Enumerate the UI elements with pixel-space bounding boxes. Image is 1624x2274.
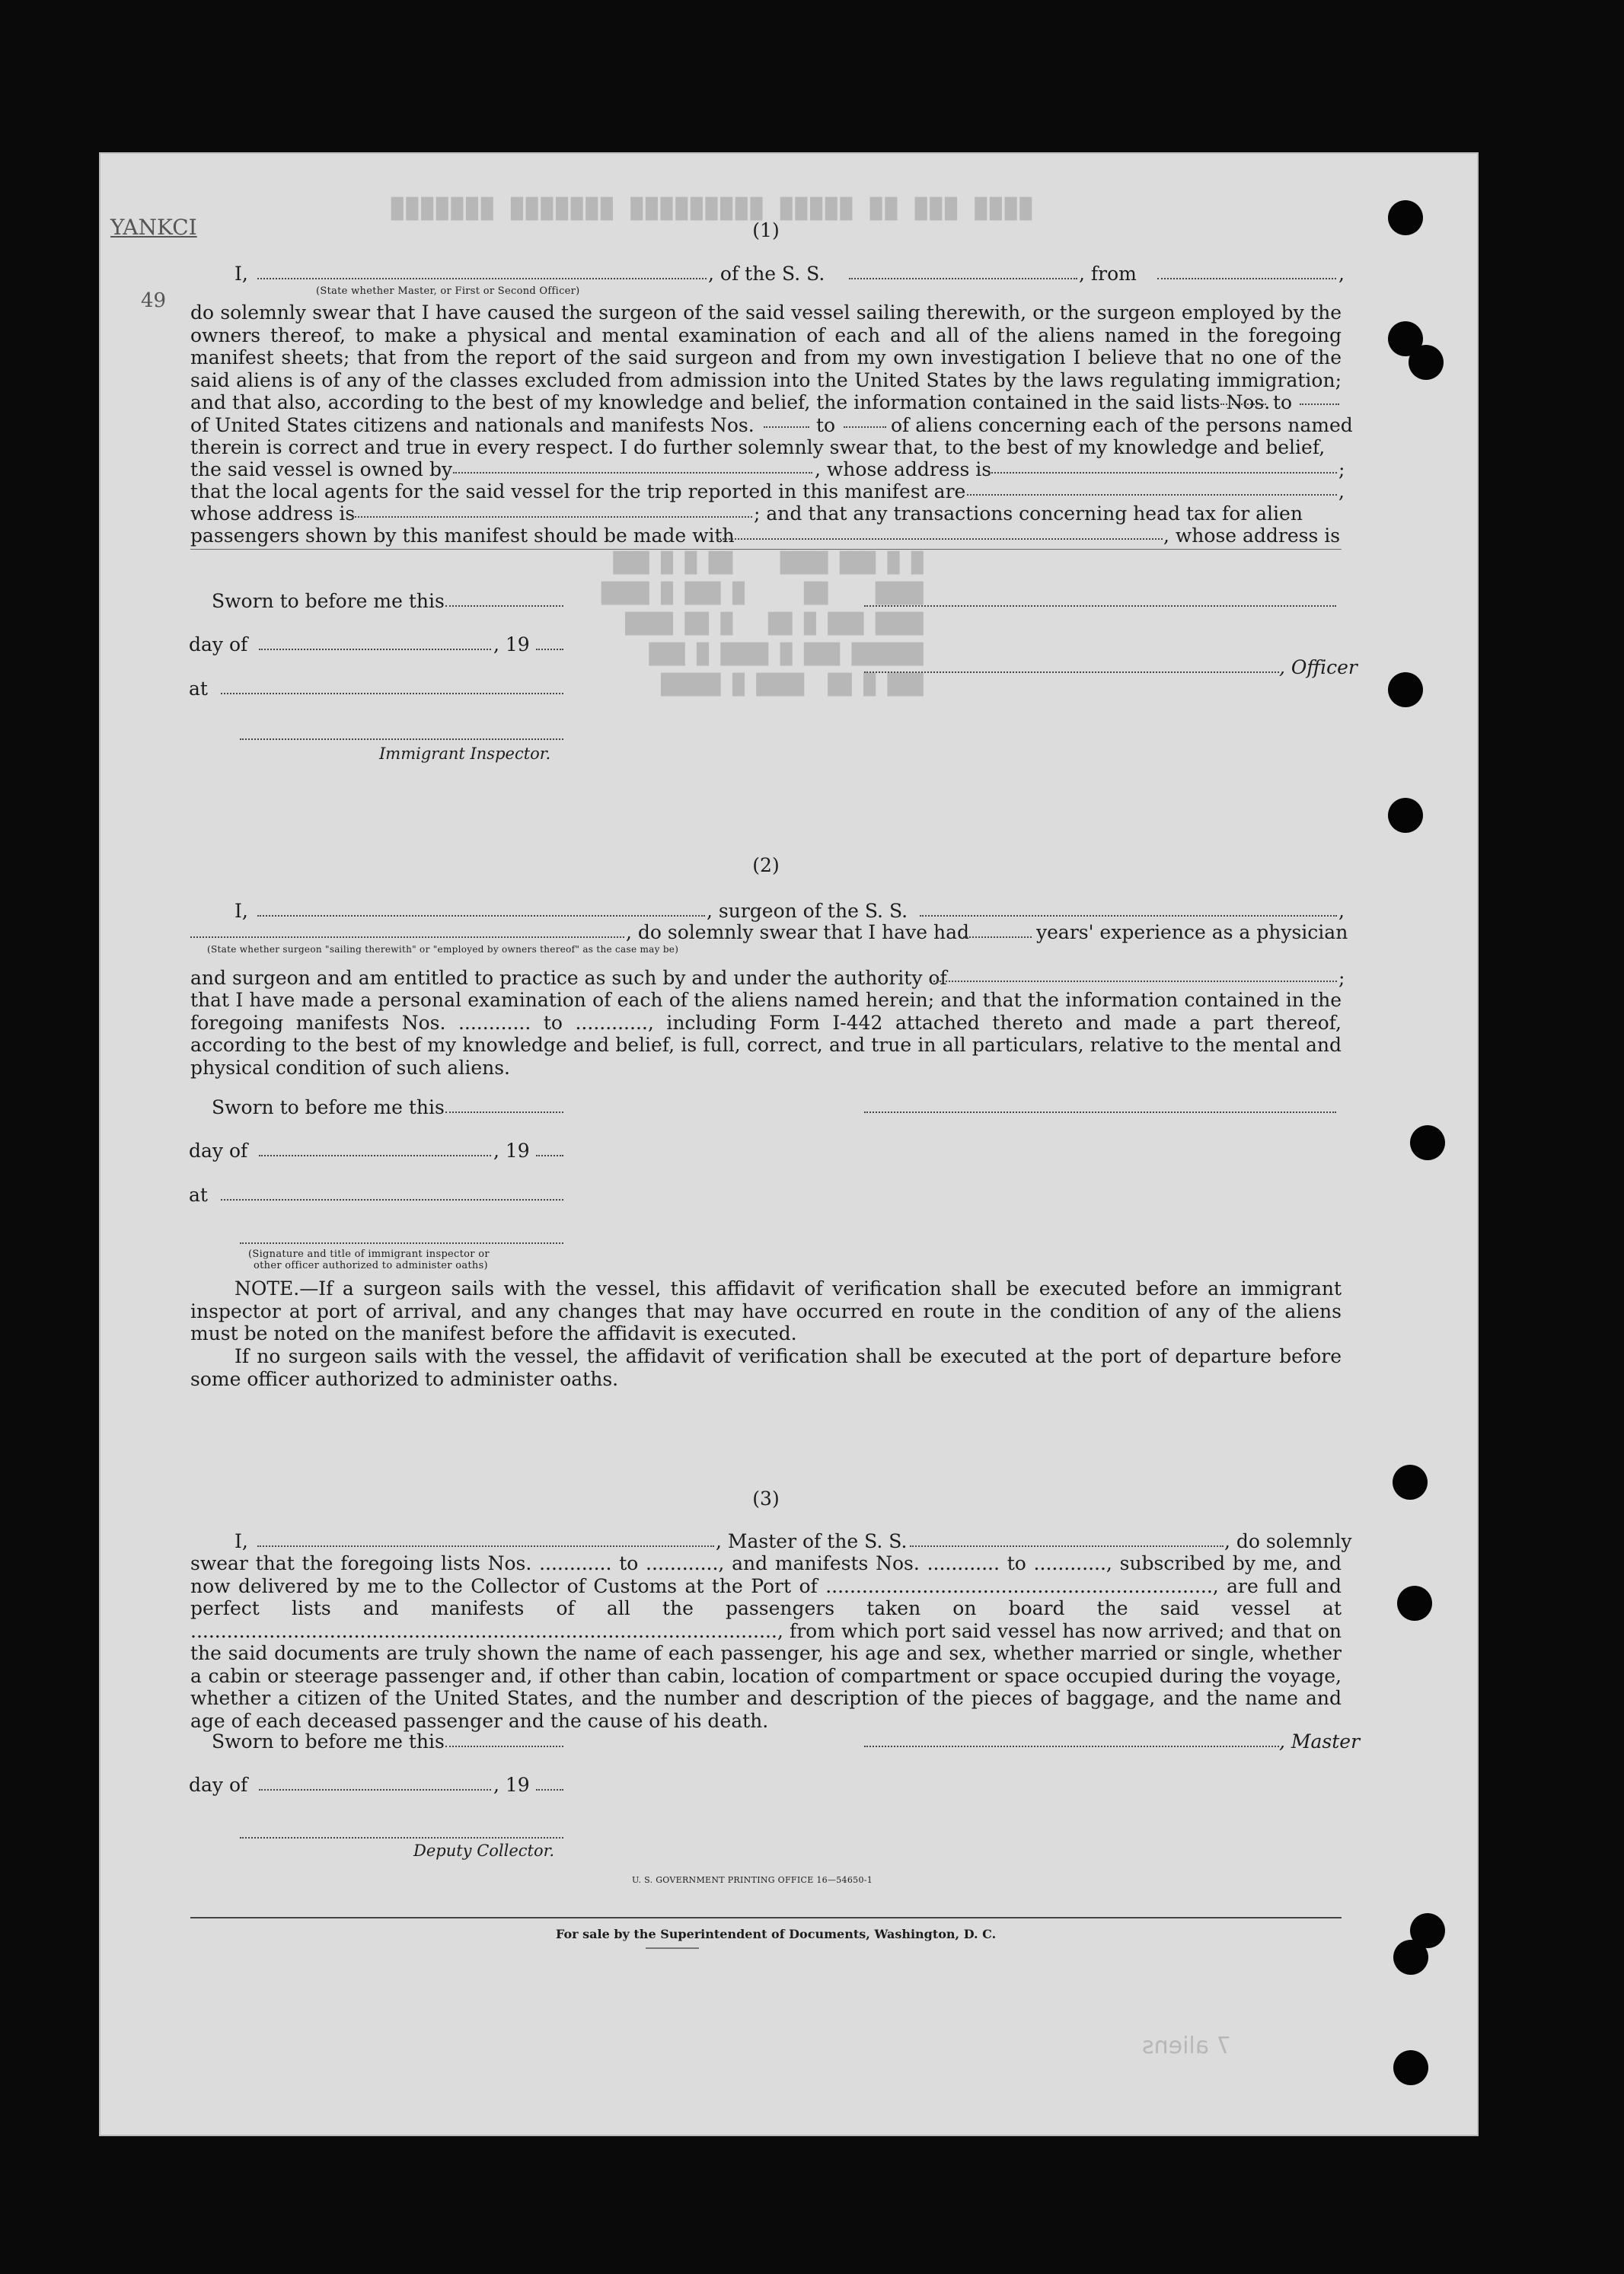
master-signature-field: [864, 1746, 1279, 1747]
collector-signature-field: [240, 1837, 563, 1839]
semicolon: ;: [1338, 967, 1345, 989]
section2-i: I,: [235, 900, 248, 922]
section1-year: , 19: [493, 633, 530, 655]
comma: ,: [1338, 900, 1345, 922]
divider: [190, 549, 1342, 550]
punch-hole: [1393, 1940, 1428, 1975]
place-field: [221, 693, 563, 694]
section2-years: years' experience as a physician: [1036, 921, 1348, 943]
day-month-field: [259, 649, 491, 650]
master-vessel-field: [910, 1545, 1224, 1547]
surgeon-status-field: [190, 936, 624, 938]
owner-address-field: [988, 472, 1337, 474]
footer-sale: For sale by the Superintendent of Documents, Washington, D. C.: [556, 1927, 997, 1941]
surgeon-name-field: [257, 915, 705, 917]
section2-note: (State whether surgeon "sailing therewith" or "employed by owners thereof" as the case may be): [207, 944, 679, 955]
section1-owned: the said vessel is owned by: [190, 458, 453, 480]
section3-tail: , do solemnly: [1224, 1530, 1352, 1552]
master-name-field: [257, 1545, 714, 1547]
sworn-date-field: [445, 1111, 563, 1113]
punch-hole: [1410, 1125, 1445, 1160]
punch-hole: [1393, 1465, 1428, 1500]
surgeon-vessel-field: [920, 915, 1337, 917]
place-field: [221, 1199, 563, 1201]
note-paragraph-2: If no surgeon sails with the vessel, the affidavit of verification shall be executed at the port of departure before some officer authorized to administer oaths.: [190, 1345, 1342, 1390]
section1-citizens-end: of aliens concerning each of the persons named: [891, 414, 1353, 436]
punch-hole: [1388, 200, 1423, 235]
bleed-through-texture: █ █ ███ ████ ██ █ █ ███ ████ ██ █ ███ █ ████ ████ ███ █ ██ █ ██ ████ ██████ ███ █ ████ █ ███ ███ █ ██ ████ █ █████: [601, 552, 924, 697]
section1-agents-addr: whose address is: [190, 502, 356, 525]
punch-hole: [1409, 345, 1444, 380]
section2-day-of: day of: [189, 1140, 248, 1162]
section1-citizens: of United States citizens and nationals and manifests Nos.: [190, 414, 755, 436]
section1-from: , from: [1079, 263, 1137, 285]
footer-mark: [646, 1947, 699, 1949]
section1-passengers-addr: , whose address is: [1163, 525, 1341, 547]
handwritten-list-marker: YANKCI: [110, 215, 197, 240]
section2-body: that I have made a personal examination of each of the aliens named herein; and that the information contained in the foregoing manifests Nos. ............ to ............, including Form I-442 attached thereto and made a part thereof, according to the best of my knowledge and belief, is full, correct, and true in all particulars, relative to the mental and physical condition of such aliens.: [190, 989, 1342, 1079]
lists-to-field: [1300, 403, 1339, 405]
section1-citizens-to: to: [816, 414, 836, 436]
bleed-through-texture: ████ ███ ██ █████ █████████ ███████ ███████: [388, 198, 1032, 221]
section2-swear: , do solemnly swear that I have had: [626, 921, 970, 943]
section2-at: at: [189, 1184, 208, 1206]
surgeon-signature-field: [864, 1111, 1336, 1113]
comma: ,: [1338, 480, 1345, 502]
punch-hole: [1397, 1586, 1432, 1621]
section3-body: swear that the foregoing lists Nos. ............ to ............, and manifests Nos. ............ to ............, subscribed by me, and now delivered by me to the Collector of Customs at the Port of ................................................................, are full and perfect lists and manifests of all the passengers taken on board the said vessel at ................................................................................................., from which port said vessel has now arrived; and that on the said documents are truly shown the name of each passenger, his age and sex, whether married or single, whether a cabin or steerage passenger and, if other than cabin, location of compartment or space occupied during the voyage, whether a citizen of the United States, and the number and description of the pieces of baggage, and the name and age of each deceased passenger and the cause of his death.: [190, 1552, 1342, 1732]
section1-day-of: day of: [189, 633, 248, 655]
section3-master: , Master of the S. S.: [716, 1530, 908, 1552]
handwritten-sheet-number: 49: [141, 289, 167, 312]
note-paragraph-1: NOTE.—If a surgeon sails with the vessel, this affidavit of verification shall be executed before an immigrant inspector at port of arrival, and any changes that may have occurred en route in the condition of any of the aliens must be noted on the manifest before the affidavit is executed.: [190, 1277, 1342, 1344]
section3-master-title: , Master: [1279, 1730, 1361, 1753]
inspector-signature-field: [240, 1242, 563, 1244]
lists-from-field: [1220, 403, 1266, 405]
section1-body: do solemnly swear that I have caused the surgeon of the said vessel sailing therewith, or the surgeon employed by the owners thereof, to make a physical and mental examination of each and all of the aliens named in the foregoing manifest sheets; that from the report of the said surgeon and from my own investigation I believe that no one of the said aliens is of any of the classes excluded from admission into the United States by the laws regulating immigration; and that also, according to the best of my knowledge and belief, the information contained in the said lists Nos.: [190, 301, 1342, 413]
section1-therein: therein is correct and true in every respect. I do further solemnly swear that, to the best of my knowledge and belief,: [190, 436, 1326, 458]
agents-address-field: [353, 516, 752, 518]
section2-heading: (2): [752, 854, 780, 876]
section3-day-of: day of: [189, 1774, 248, 1796]
section1-note: (State whether Master, or First or Second Officer): [316, 285, 580, 297]
owner-field: [453, 472, 812, 474]
section2-sworn: Sworn to before me this: [212, 1096, 445, 1118]
officer-name-field: [257, 278, 707, 279]
comma: ,: [1338, 263, 1345, 285]
section1-owned-addr: , whose address is: [815, 458, 992, 480]
section1-sworn: Sworn to before me this: [212, 590, 445, 612]
officer-title-field: [864, 671, 1279, 673]
punch-hole: [1388, 672, 1423, 707]
manifests-from-field: [764, 426, 809, 428]
head-tax-contact-field: [717, 538, 1163, 540]
section2-sig-note2: other officer authorized to administer oaths): [254, 1260, 488, 1271]
section2-authority: and surgeon and am entitled to practice as such by and under the authority of: [190, 967, 947, 989]
section1-body-to: to: [1273, 391, 1293, 413]
bleed-through-aliens: 7 aliens: [1142, 2033, 1231, 2059]
section3-heading: (3): [752, 1488, 780, 1510]
section2-sig-note1: (Signature and title of immigrant inspector or: [248, 1249, 490, 1260]
semicolon: ;: [1338, 458, 1345, 480]
day-month-field: [259, 1155, 491, 1156]
footer-rule: [190, 1917, 1342, 1918]
printing-office: U. S. GOVERNMENT PRINTING OFFICE 16—54650-1: [632, 1875, 873, 1885]
years-experience-field: [963, 936, 1032, 938]
section2-surgeon: , surgeon of the S. S.: [707, 900, 908, 922]
section3-i: I,: [235, 1530, 248, 1552]
punch-hole: [1393, 2050, 1428, 2085]
officer-signature-field: [864, 605, 1336, 607]
section1-i: I,: [235, 263, 248, 285]
section3-sworn: Sworn to before me this: [212, 1730, 445, 1753]
inspector-signature-field: [240, 738, 563, 740]
agents-field: [967, 494, 1337, 496]
manifest-page: [99, 152, 1479, 2136]
section1-of-ss: , of the S. S.: [708, 263, 825, 285]
section1-passengers: passengers shown by this manifest should be made with: [190, 525, 735, 547]
section1-agents-tail: ; and that any transactions concerning head tax for alien: [754, 502, 1303, 525]
section1-officer: , Officer: [1279, 656, 1358, 678]
sworn-date-field: [445, 1746, 563, 1747]
section3-collector: Deputy Collector.: [413, 1842, 555, 1860]
year-field: [536, 1789, 563, 1791]
port-from-field: [1157, 278, 1336, 279]
section1-heading: (1): [752, 219, 780, 241]
authority-field: [930, 981, 1337, 982]
vessel-name-field: [849, 278, 1077, 279]
punch-hole: [1388, 798, 1423, 833]
section1-inspector: Immigrant Inspector.: [379, 745, 551, 763]
section2-year: , 19: [493, 1140, 530, 1162]
day-month-field: [259, 1789, 491, 1791]
year-field: [536, 1155, 563, 1156]
sworn-date-field: [445, 605, 563, 607]
section1-at: at: [189, 678, 208, 700]
manifests-to-field: [844, 426, 886, 428]
section3-year: , 19: [493, 1774, 530, 1796]
year-field: [536, 649, 563, 650]
section1-agents: that the local agents for the said vessel for the trip reported in this manifest are: [190, 480, 966, 502]
